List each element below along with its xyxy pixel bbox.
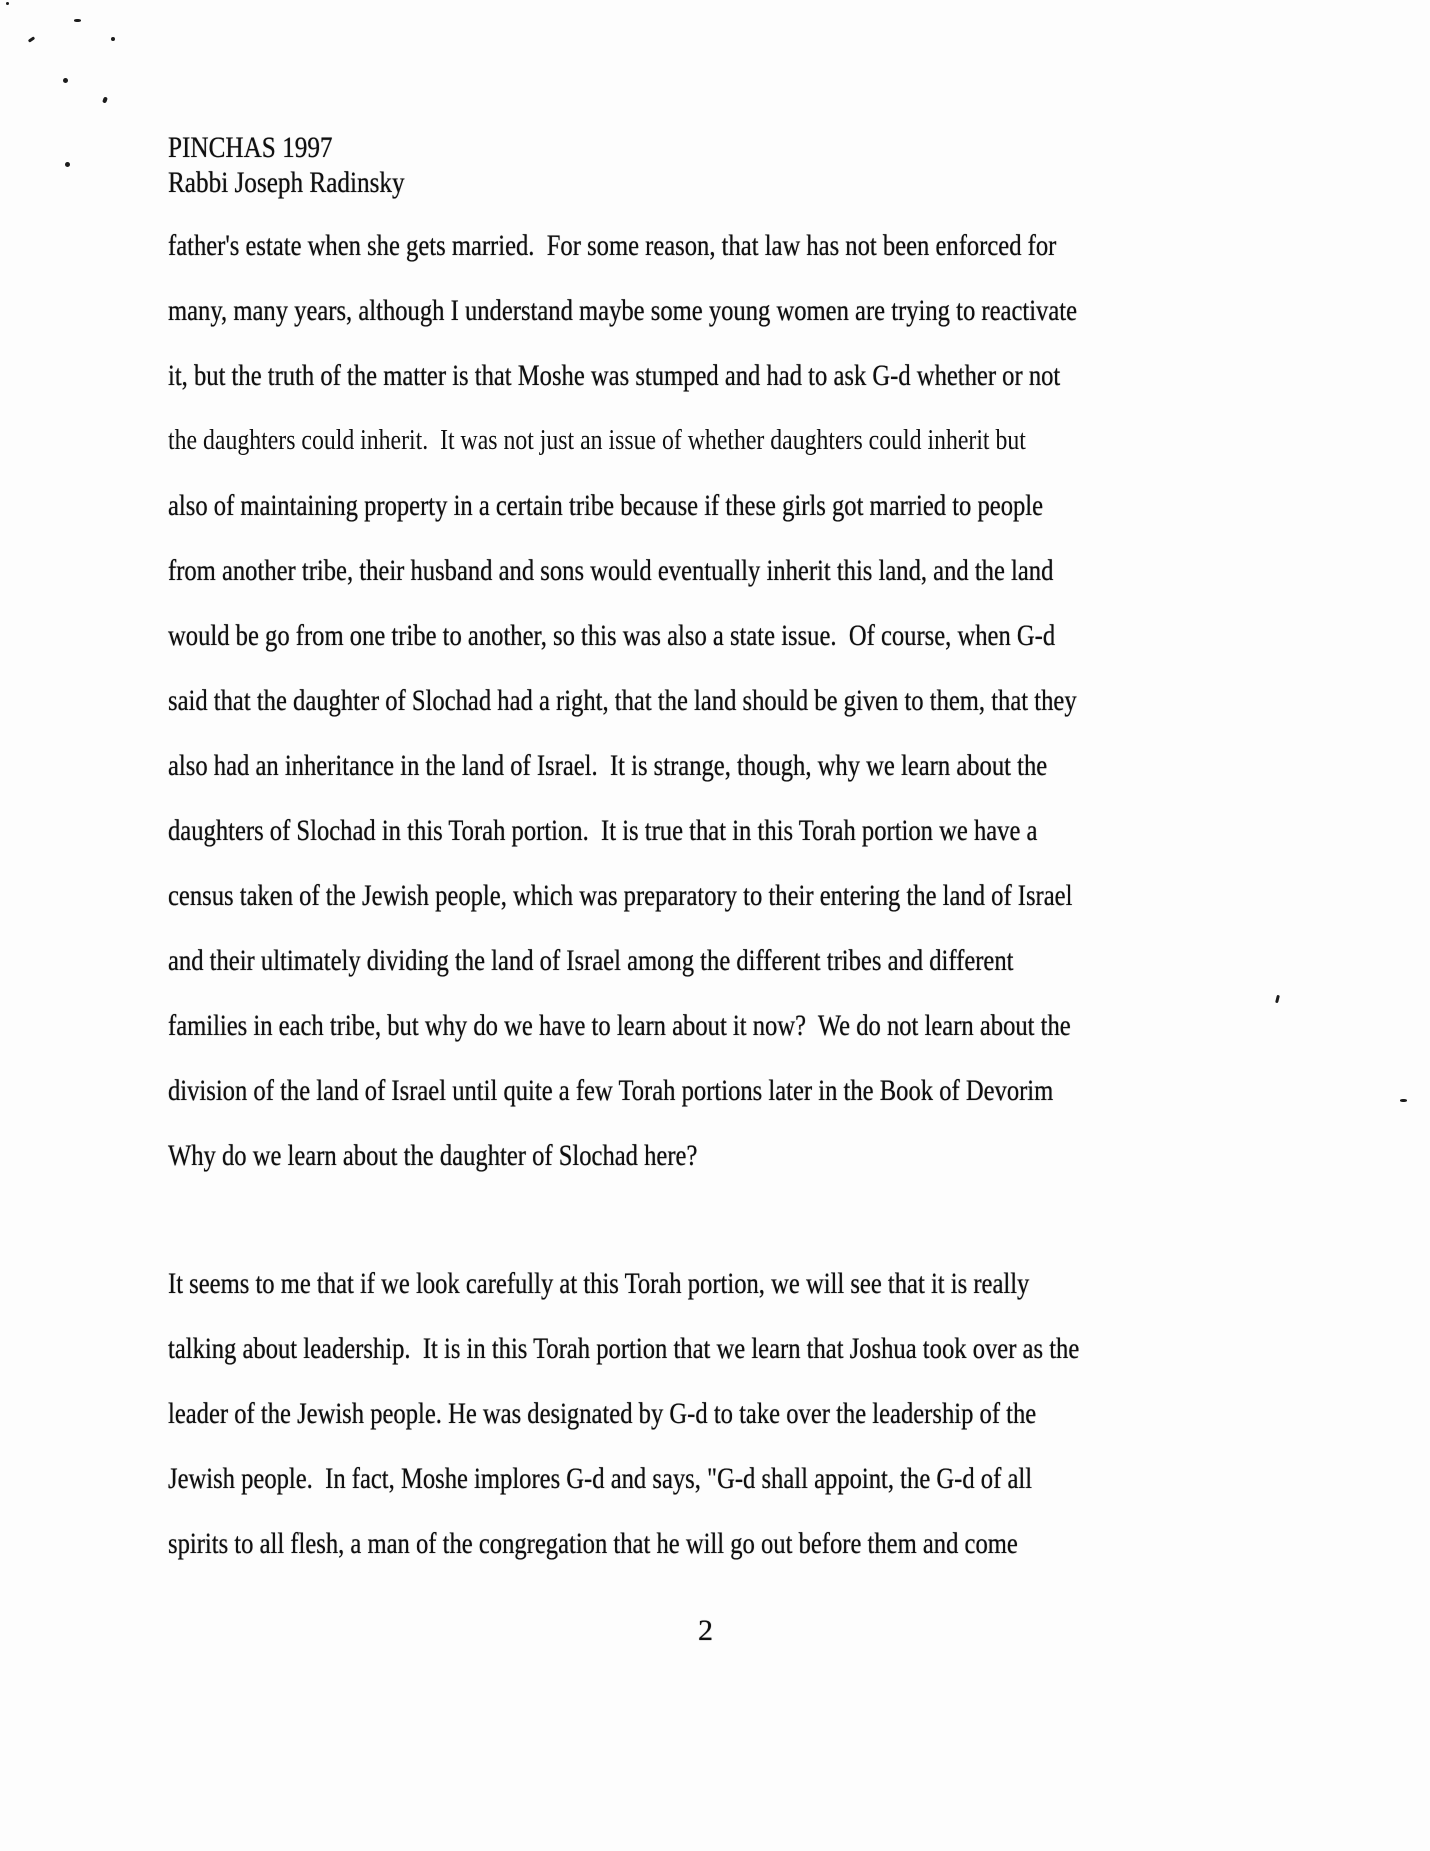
scan-speck [63,78,68,83]
text-line: said that the daughter of Slochad had a right, that the land should be given to them, that they [168,684,1077,717]
paragraph-2 [168,1251,1279,1576]
scan-speck [102,96,108,103]
scan-speck [1400,1099,1407,1102]
text-line: father's estate when she gets married. For some reason, that law has not been enforced for [168,229,1057,262]
text-line: families in each tribe, but why do we have to learn about it now? We do not learn about the [168,1009,1071,1042]
text-line: Why do we learn about the daughter of Slochad here? [168,1139,698,1172]
text-line: many, many years, although I understand maybe some young women are trying to reactivate [168,294,1078,327]
text-line: leader of the Jewish people. He was designated by G-d to take over the leadership of the [168,1397,1037,1430]
scan-speck [6,2,9,5]
text-line: division of the land of Israel until quite a few Torah portions later in the Book of Devorim [168,1074,1054,1107]
text-line: daughters of Slochad in this Torah portion. It is true that in this Torah portion we have a [168,814,1038,847]
text-line: also of maintaining property in a certain tribe because if these girls got married to people [168,489,1044,522]
scan-speck [65,162,70,167]
paragraph-1 [168,213,1277,1188]
document-author: Rabbi Joseph Radinsky [168,166,405,199]
text-line: It seems to me that if we look carefully at this Torah portion, we will see that it is really [168,1267,1030,1300]
scan-speck [74,19,81,22]
scan-speck [111,37,115,41]
text-line: it, but the truth of the matter is that Moshe was stumped and had to ask G-d whether or not [168,359,1061,392]
text-line: and their ultimately dividing the land of Israel among the different tribes and different [168,944,1014,977]
text-line: talking about leadership. It is in this Torah portion that we learn that Joshua took over as the [168,1332,1080,1365]
text-line: also had an inheritance in the land of Israel. It is strange, though, why we learn about the [168,749,1048,782]
text-line: census taken of the Jewish people, which was preparatory to their entering the land of Israel [168,879,1073,912]
text-line: from another tribe, their husband and sons would eventually inherit this land, and the land [168,554,1054,587]
scan-speck [28,36,35,42]
text-line: the daughters could inherit. It was not just an issue of whether daughters could inherit but [168,424,1026,456]
text-line: spirits to all flesh, a man of the congregation that he will go out before them and come [168,1527,1018,1560]
document-header [168,130,450,200]
text-line: would be go from one tribe to another, so this was also a state issue. Of course, when G-d [168,619,1056,652]
page-number: 2 [698,1614,713,1647]
text-line: Jewish people. In fact, Moshe implores G-d and says, "G-d shall appoint, the G-d of all [168,1462,1033,1495]
document-title: PINCHAS 1997 [168,131,333,164]
